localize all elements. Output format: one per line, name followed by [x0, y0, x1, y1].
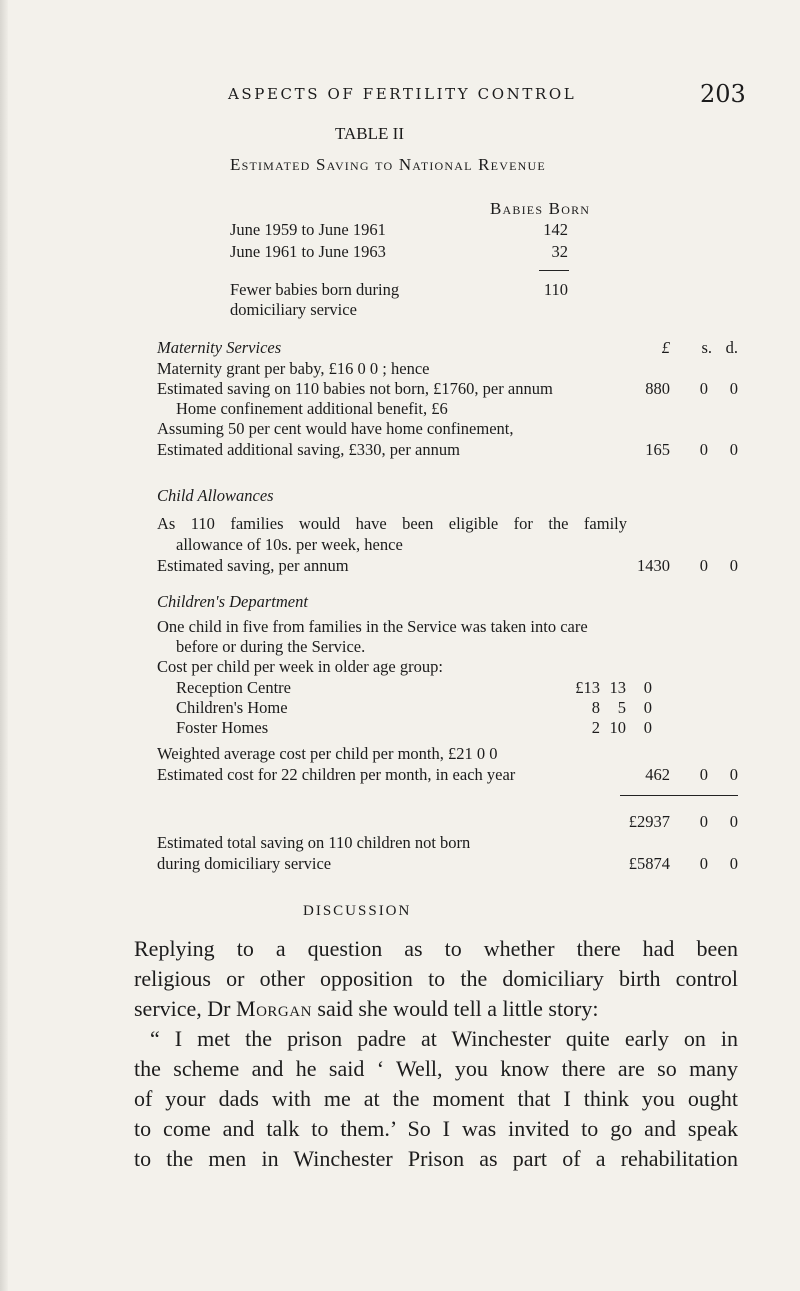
- discussion-line-4: “ I met the prison padre at Winchester quite early on in: [150, 1026, 738, 1051]
- maternity-line-4: Assuming 50 per cent would have home confinement,: [157, 419, 514, 438]
- births-count-1: 142: [543, 220, 568, 239]
- cost-pence-foster-homes: 0: [643, 718, 652, 737]
- total-amt-pence: 0: [729, 812, 738, 831]
- maternity-amt-1-shillings: 0: [699, 379, 708, 398]
- table-title: Estimated Saving to National Revenue: [230, 155, 546, 174]
- cost-pounds-childrens-home: 8: [591, 698, 600, 717]
- child-allowances-line-3: Estimated saving, per annum: [157, 556, 349, 575]
- childrens-dept-line-2: before or during the Service.: [176, 637, 366, 656]
- maternity-heading: Maternity Services: [157, 338, 282, 357]
- childrens-dept-heading: Children's Department: [157, 592, 308, 611]
- maternity-amt-2-shillings: 0: [699, 440, 708, 459]
- child-allowances-line-1: As 110 families would have been eligible for the family: [157, 514, 627, 533]
- speaker-name: Morgan: [236, 996, 312, 1021]
- total-amt-pounds: £2937: [628, 812, 670, 831]
- saving-line-1: Estimated total saving on 110 children not born: [157, 833, 471, 852]
- saving-line-2: during domiciliary service: [157, 854, 332, 873]
- childrens-dept-line-1: One child in five from families in the Service was taken into care: [157, 617, 588, 636]
- maternity-amt-2-pounds: 165: [645, 440, 670, 459]
- babies-born-header: Babies Born: [490, 199, 591, 218]
- cost-shillings-childrens-home: 5: [617, 698, 626, 717]
- discussion-line-2: religious or other opposition to the domiciliary birth control: [134, 966, 738, 991]
- cost-shillings-foster-homes: 10: [609, 718, 626, 737]
- childrens-dept-amt-pounds: 462: [645, 765, 670, 784]
- saving-amt-pounds: £5874: [628, 854, 670, 873]
- maternity-amt-1-pounds: 880: [645, 379, 670, 398]
- total-amt-shillings: 0: [699, 812, 708, 831]
- childrens-dept-amt-shillings: 0: [699, 765, 708, 784]
- childrens-dept-line-4: Weighted average cost per child per month, £21 0 0: [157, 744, 498, 763]
- child-allowances-amt-shillings: 0: [699, 556, 708, 575]
- running-head: ASPECTS OF FERTILITY CONTROL: [228, 85, 577, 103]
- maternity-line-5: Estimated additional saving, £330, per annum: [157, 440, 460, 459]
- discussion-line-7: to come and talk to them.’ So I was invited to go and speak: [134, 1116, 738, 1141]
- births-period-1: June 1959 to June 1961: [230, 220, 386, 239]
- child-allowances-line-2: allowance of 10s. per week, hence: [176, 535, 403, 554]
- births-count-2: 32: [551, 242, 568, 261]
- child-allowances-heading: Child Allowances: [157, 486, 274, 505]
- child-allowances-amt-pounds: 1430: [637, 556, 670, 575]
- cost-label-childrens-home: Children's Home: [176, 698, 288, 717]
- discussion-line-8: to the men in Winchester Prison as part of a rehabilitation: [134, 1146, 738, 1171]
- page-number: 203: [700, 80, 746, 108]
- births-rule: [539, 270, 569, 271]
- maternity-line-3: Home confinement additional benefit, £6: [176, 399, 448, 418]
- cost-pounds-foster-homes: 2: [591, 718, 600, 737]
- total-rule: [620, 795, 738, 796]
- saving-amt-shillings: 0: [699, 854, 708, 873]
- births-period-2: June 1961 to June 1963: [230, 242, 386, 261]
- fewer-babies-line-1: Fewer babies born during: [230, 280, 400, 299]
- child-allowances-amt-pence: 0: [729, 556, 738, 575]
- saving-amt-pence: 0: [729, 854, 738, 873]
- maternity-amt-2-pence: 0: [729, 440, 738, 459]
- cost-shillings-reception: 13: [609, 678, 626, 697]
- discussion-line-3b: said she would tell a little story:: [311, 996, 599, 1021]
- discussion-line-3: [134, 996, 599, 1022]
- discussion-line-5: the scheme and he said ‘ Well, you know there are so many: [134, 1056, 738, 1081]
- maternity-line-1: Maternity grant per baby, £16 0 0 ; hence: [157, 359, 430, 378]
- col-pence: d.: [725, 338, 738, 357]
- childrens-dept-amt-pence: 0: [729, 765, 738, 784]
- maternity-amt-1-pence: 0: [729, 379, 738, 398]
- cost-label-foster-homes: Foster Homes: [176, 718, 269, 737]
- page-edge-shadow: [0, 0, 8, 1291]
- col-shillings: s.: [701, 338, 712, 357]
- childrens-dept-line-3: Cost per child per week in older age group:: [157, 657, 443, 676]
- fewer-babies-count: 110: [543, 280, 568, 299]
- cost-pounds-reception: £13: [575, 678, 600, 697]
- col-pounds: £: [661, 338, 670, 357]
- discussion-heading: DISCUSSION: [303, 903, 412, 919]
- cost-pence-reception: 0: [643, 678, 652, 697]
- discussion-line-6: of your dads with me at the moment that I think you ought: [134, 1086, 738, 1111]
- table-label: TABLE II: [335, 124, 404, 143]
- childrens-dept-line-5: Estimated cost for 22 children per month, in each year: [157, 765, 516, 784]
- discussion-line-1: Replying to a question as to whether there had been: [134, 936, 738, 961]
- discussion-line-3a: service, Dr: [134, 996, 237, 1021]
- maternity-line-2: Estimated saving on 110 babies not born, £1760, per annum: [157, 379, 553, 398]
- fewer-babies-line-2: domiciliary service: [230, 300, 357, 319]
- cost-pence-childrens-home: 0: [643, 698, 652, 717]
- cost-label-reception: Reception Centre: [176, 678, 292, 697]
